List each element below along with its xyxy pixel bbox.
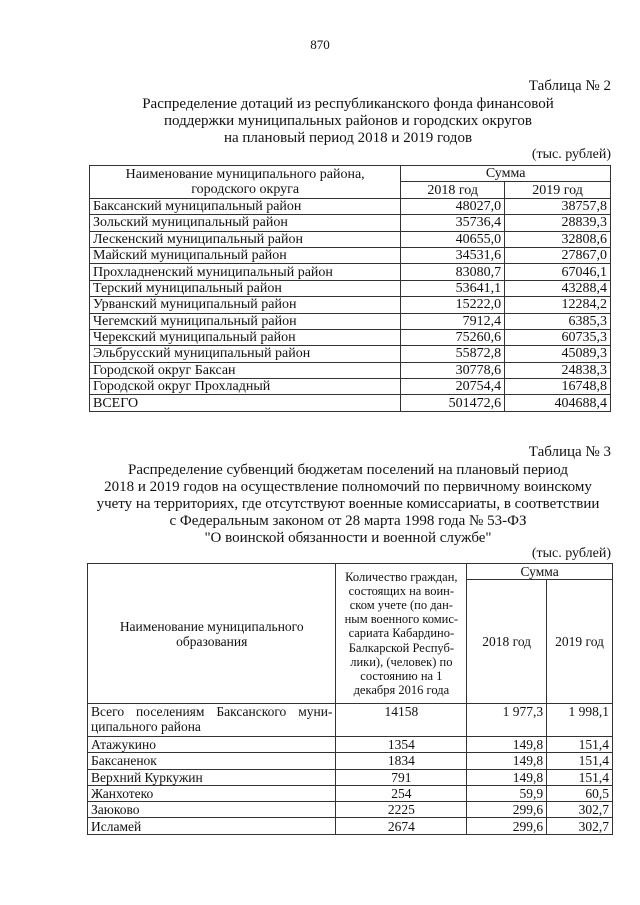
- header-2019: 2019 год: [547, 580, 613, 704]
- value-2019: 27867,0: [505, 247, 611, 263]
- value-2018: 30778,6: [401, 362, 505, 378]
- table3-title-line: 2018 и 2019 годов на осуществление полномочий по первичному воинскому: [104, 479, 592, 495]
- value-2018: 35736,4: [401, 215, 505, 231]
- header-count: Количество граждан, состоящих на воин-ском учете (по дан-ным военного комис-сариата Кабардино-Балкарской Респуб-лики), (человек) по состоянию на 1 декабря 2016 года: [336, 564, 467, 704]
- table3-label: Таблица № 3: [528, 444, 611, 460]
- table-row: [88, 737, 613, 753]
- value-2019: 43288,4: [505, 280, 611, 296]
- row-name: Терский муниципальный район: [90, 280, 401, 296]
- header-sum: Сумма: [401, 166, 611, 182]
- table-row: [90, 198, 611, 214]
- value-2018: 149,8: [467, 737, 547, 753]
- value-2019: 6385,3: [505, 313, 611, 329]
- row-name: Баксанский муниципальный район: [90, 198, 401, 214]
- row-name: Майский муниципальный район: [90, 247, 401, 263]
- table2-grid: [89, 165, 611, 412]
- table3-units: (тыс. рублей): [531, 546, 611, 561]
- table-row: [90, 297, 611, 313]
- header-sum: Сумма: [467, 564, 613, 580]
- row-name: Чегемский муниципальный район: [90, 313, 401, 329]
- row-name: Жанхотеко: [88, 785, 336, 801]
- table2-title-line: поддержки муниципальных районов и городских округов: [163, 113, 533, 129]
- row-name: Городской округ Прохладный: [90, 379, 401, 395]
- total-row: [90, 395, 611, 411]
- header-name: Наименование муниципального образования: [88, 564, 336, 704]
- table-row: [90, 247, 611, 263]
- value-2018: 15222,0: [401, 297, 505, 313]
- table2-label: Таблица № 2: [528, 78, 611, 94]
- value-2018: 53641,1: [401, 280, 505, 296]
- value-2018: 48027,0: [401, 198, 505, 214]
- row-name: Атажукино: [88, 737, 336, 753]
- value-2019: 151,4: [547, 769, 613, 785]
- value-2018: 149,8: [467, 769, 547, 785]
- table3-grid: [87, 563, 613, 835]
- value-2018: 40655,0: [401, 231, 505, 247]
- row-name: Верхний Куркужин: [88, 769, 336, 785]
- header-2019: 2019 год: [505, 182, 611, 198]
- value-2019: 151,4: [547, 737, 613, 753]
- value-2018: 299,6: [467, 818, 547, 834]
- row-name: Лескенский муниципальный район: [90, 231, 401, 247]
- table-row: [88, 802, 613, 818]
- table3-title: [70, 462, 626, 547]
- row-name: Черекский муниципальный район: [90, 329, 401, 345]
- value-2018: 1 977,3: [467, 704, 547, 737]
- table3-title-line: "О воинской обязанности и военной службе": [204, 530, 492, 546]
- value-2019: 60,5: [547, 785, 613, 801]
- value-2019: 67046,1: [505, 264, 611, 280]
- table-row: [90, 379, 611, 395]
- table-row: [90, 362, 611, 378]
- table-row: [88, 785, 613, 801]
- value-2019: 38757,8: [505, 198, 611, 214]
- value-2018: 34531,6: [401, 247, 505, 263]
- value-2018: 20754,4: [401, 379, 505, 395]
- row-name: Прохладненский муниципальный район: [90, 264, 401, 280]
- table-row: [90, 346, 611, 362]
- table-row: [90, 313, 611, 329]
- table-row: [90, 264, 611, 280]
- table-row: [88, 753, 613, 769]
- value-2019: 32808,6: [505, 231, 611, 247]
- row-name: Всего поселениям Баксанского муни-ципального района: [88, 704, 336, 737]
- total-row: [88, 704, 613, 737]
- value-2018: 299,6: [467, 802, 547, 818]
- row-name: Исламей: [88, 818, 336, 834]
- row-name: Баксаненок: [88, 753, 336, 769]
- table3-title-line: Распределение субвенций бюджетам поселений на плановый период: [128, 462, 568, 478]
- row-name: Заюково: [88, 802, 336, 818]
- value-2019: 1 998,1: [547, 704, 613, 737]
- table-row: [90, 215, 611, 231]
- row-name: Зольский муниципальный район: [90, 215, 401, 231]
- header-name: Наименование муниципального района, городского округа: [90, 166, 401, 199]
- value-count: 2225: [336, 802, 467, 818]
- value-count: 254: [336, 785, 467, 801]
- header-2018: 2018 год: [467, 580, 547, 704]
- value-count: 1354: [336, 737, 467, 753]
- value-2018: 59,9: [467, 785, 547, 801]
- table-row: [90, 280, 611, 296]
- row-name: ВСЕГО: [90, 395, 401, 411]
- value-2019: 28839,3: [505, 215, 611, 231]
- value-2019: 12284,2: [505, 297, 611, 313]
- value-2019: 404688,4: [505, 395, 611, 411]
- value-2019: 302,7: [547, 802, 613, 818]
- value-count: 791: [336, 769, 467, 785]
- table3-title-line: учету на территориях, где отсутствуют военные комиссариаты, в соответствии: [96, 496, 600, 512]
- row-name: Урванский муниципальный район: [90, 297, 401, 313]
- table-row: [88, 818, 613, 834]
- table2-title-line: на плановый период 2018 и 2019 годов: [223, 130, 473, 146]
- value-2018: 149,8: [467, 753, 547, 769]
- row-name: Городской округ Баксан: [90, 362, 401, 378]
- value-count: 14158: [336, 704, 467, 737]
- value-2018: 501472,6: [401, 395, 505, 411]
- table3-title-line: с Федеральным законом от 28 марта 1998 года № 53-ФЗ: [169, 513, 527, 529]
- value-2019: 45089,3: [505, 346, 611, 362]
- value-2018: 55872,8: [401, 346, 505, 362]
- page-number: 870: [310, 37, 330, 52]
- value-2019: 151,4: [547, 753, 613, 769]
- row-name: Эльбрусский муниципальный район: [90, 346, 401, 362]
- value-2019: 24838,3: [505, 362, 611, 378]
- value-2019: 302,7: [547, 818, 613, 834]
- value-2018: 7912,4: [401, 313, 505, 329]
- value-count: 2674: [336, 818, 467, 834]
- table2-title: [70, 96, 626, 147]
- value-2018: 83080,7: [401, 264, 505, 280]
- header-2018: 2018 год: [401, 182, 505, 198]
- table-row: [90, 231, 611, 247]
- table2-title-line: Распределение дотаций из республиканского фонда финансовой: [142, 96, 554, 112]
- table-row: [88, 769, 613, 785]
- value-count: 1834: [336, 753, 467, 769]
- value-2018: 75260,6: [401, 329, 505, 345]
- value-2019: 16748,8: [505, 379, 611, 395]
- table2-units: (тыс. рублей): [531, 147, 611, 162]
- value-2019: 60735,3: [505, 329, 611, 345]
- table-row: [90, 329, 611, 345]
